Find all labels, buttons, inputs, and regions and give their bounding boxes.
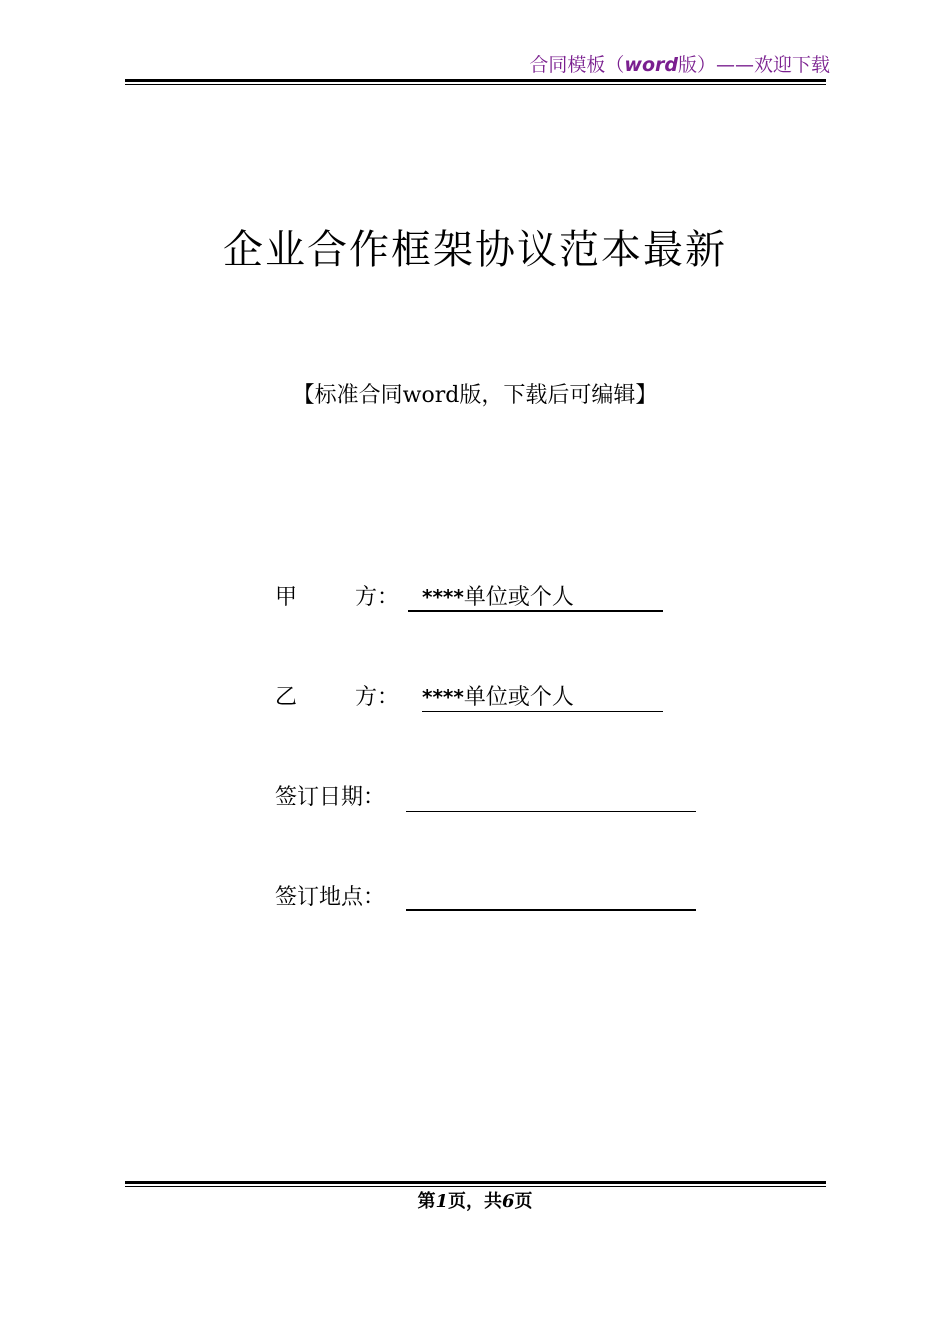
sign-date-field[interactable]	[406, 811, 696, 812]
party-b-underline	[422, 711, 663, 712]
header-word: word	[624, 54, 678, 76]
page-header	[529, 50, 830, 77]
footer-rule-thick	[125, 1181, 826, 1184]
footer-page-mid: 页，共	[448, 1191, 502, 1212]
sign-date-label: 签订日期：	[275, 785, 386, 810]
party-b-stars: ****	[422, 685, 464, 709]
header-prefix: 合同模板（	[529, 54, 625, 76]
page-footer	[0, 1187, 950, 1213]
party-a-value[interactable]	[422, 580, 574, 611]
footer-page-prefix: 第	[417, 1191, 436, 1212]
party-a-underline	[408, 610, 663, 612]
header-rule-thin	[125, 84, 826, 85]
party-a-label-char: 甲	[275, 585, 298, 610]
party-a-value-text: 单位或个人	[463, 585, 574, 610]
document-subtitle: 【标准合同word版，下载后可编辑】	[292, 383, 658, 408]
header-suffix: 版）——欢迎下载	[677, 54, 830, 76]
footer-page-total: 6	[502, 1191, 515, 1212]
party-b-label-tail: 方：	[355, 685, 400, 710]
party-b-value-text: 单位或个人	[463, 685, 574, 710]
footer-page-suffix: 页	[514, 1191, 533, 1212]
footer-page-current: 1	[435, 1191, 448, 1212]
party-a-label	[275, 580, 399, 611]
sign-place-label: 签订地点：	[275, 885, 386, 910]
party-b-value[interactable]	[422, 680, 574, 711]
document-title: 企业合作框架协议范本最新	[223, 227, 727, 273]
header-rule-thick	[125, 79, 826, 82]
sign-place-field[interactable]	[406, 909, 696, 911]
party-a-label-tail: 方：	[355, 585, 400, 610]
party-b-label-char: 乙	[275, 685, 298, 710]
party-a-stars: ****	[422, 585, 464, 609]
party-b-label	[275, 680, 399, 711]
